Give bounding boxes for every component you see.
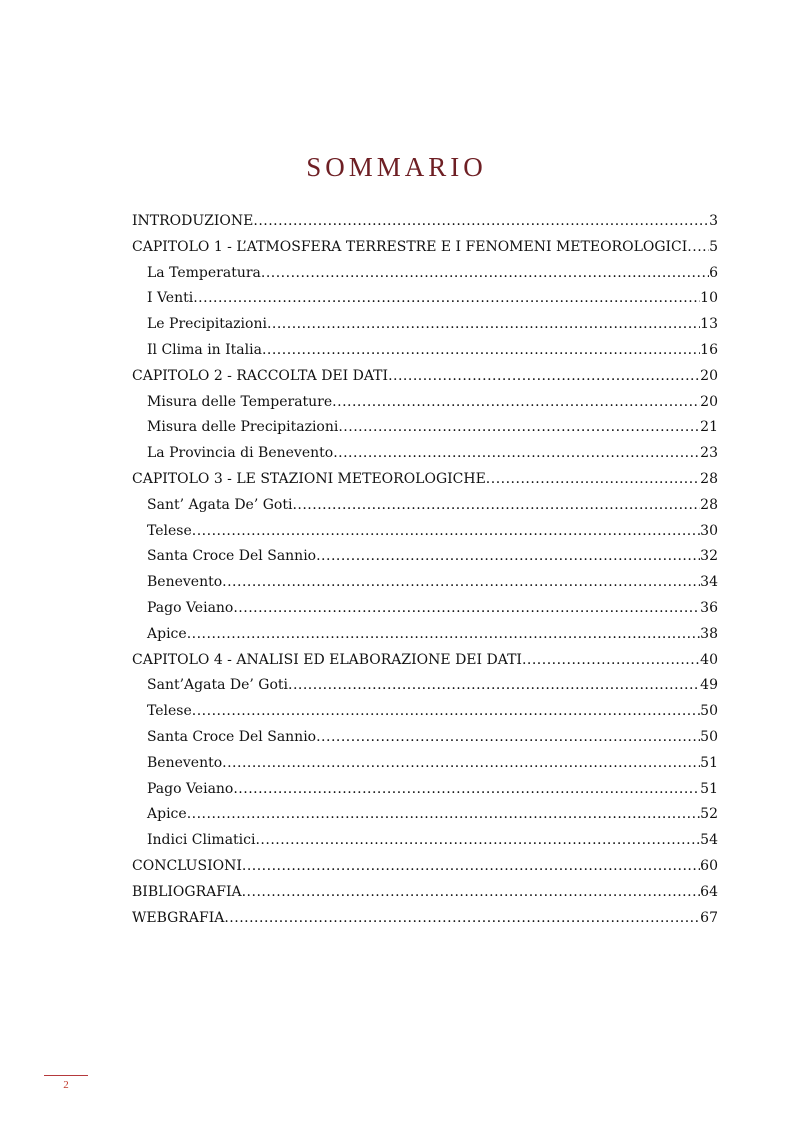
- toc-entry-page: 60: [700, 857, 718, 874]
- toc-entry-label: Benevento: [147, 574, 223, 591]
- toc-leader-dots: [333, 441, 700, 467]
- toc-entry[interactable]: [132, 338, 718, 364]
- toc-entry-label: Santa Croce Del Sannio: [147, 728, 317, 745]
- toc-entry-label: Misura delle Precipitazioni: [147, 419, 339, 436]
- toc-entry-label: WEBGRAFIA: [132, 909, 225, 926]
- toc-leader-dots: [388, 364, 700, 390]
- toc-entry[interactable]: [132, 235, 718, 261]
- toc-entry-label: INTRODUZIONE: [132, 213, 254, 229]
- toc-entry-page: 50: [700, 728, 718, 745]
- toc-entry[interactable]: [132, 751, 718, 777]
- toc-entry-page: 51: [700, 780, 718, 797]
- toc-entry-label: Pago Veiano: [147, 599, 234, 616]
- toc-entry[interactable]: [132, 648, 718, 674]
- toc-entry[interactable]: [132, 544, 718, 570]
- toc-leader-dots: [187, 802, 700, 828]
- page-number: 2: [63, 1079, 69, 1091]
- toc-entry[interactable]: [132, 441, 718, 467]
- toc-entry-page: 49: [700, 677, 718, 694]
- toc-leader-dots: [242, 854, 700, 880]
- toc-entry[interactable]: [132, 802, 718, 828]
- toc-entry[interactable]: [132, 673, 718, 699]
- toc-entry-label: Sant’ Agata De’ Goti: [147, 496, 293, 513]
- toc-entry-label: BIBLIOGRAFIA: [132, 883, 242, 900]
- toc-leader-dots: [187, 622, 700, 648]
- toc-entry-label: I Venti: [147, 290, 194, 307]
- toc-entry-label: La Temperatura: [147, 264, 261, 281]
- toc-entry-label: Misura delle Temperature: [147, 393, 333, 410]
- toc-leader-dots: [486, 467, 700, 493]
- toc-entry-label: CAPITOLO 2 - RACCOLTA DEI DATI: [132, 367, 389, 384]
- toc-entry-label: Indici Climatici: [147, 832, 256, 849]
- toc-leader-dots: [522, 648, 700, 674]
- toc-entry-page: 40: [700, 651, 718, 668]
- toc-entry-page: 13: [700, 316, 718, 333]
- toc-entry[interactable]: [132, 415, 718, 441]
- toc-entry-page: 20: [700, 367, 718, 384]
- toc-leader-dots: [288, 673, 700, 699]
- toc-entry-label: Telese: [147, 522, 192, 539]
- footer-rule: [44, 1075, 88, 1076]
- toc-leader-dots: [316, 544, 700, 570]
- toc-entry-page: 50: [700, 703, 718, 720]
- toc-entry-label: Telese: [147, 703, 192, 720]
- toc-leader-dots: [222, 570, 700, 596]
- toc-entry-page: 10: [700, 290, 718, 307]
- toc-entry-page: 30: [700, 522, 718, 539]
- toc-entry-page: 28: [700, 470, 718, 487]
- toc-entry[interactable]: [132, 596, 718, 622]
- toc-entry[interactable]: [132, 906, 718, 932]
- toc-entry[interactable]: [132, 828, 718, 854]
- toc-entry-page: 20: [700, 393, 718, 410]
- toc-entry-page: 38: [700, 625, 718, 642]
- toc-entry-label: Benevento: [147, 754, 223, 771]
- toc-entry[interactable]: [132, 493, 718, 519]
- toc-entry-page: 23: [700, 445, 718, 462]
- toc-entry[interactable]: [132, 725, 718, 751]
- toc-leader-dots: [222, 751, 700, 777]
- toc-leader-dots: [224, 906, 700, 932]
- toc-entry-label: CAPITOLO 4 - ANALISI ED ELABORAZIONE DEI DATI: [132, 651, 522, 668]
- toc-entry[interactable]: [132, 622, 718, 648]
- toc-entry-label: Pago Veiano: [147, 780, 234, 797]
- toc-entry-label: Apice: [147, 806, 187, 823]
- toc-entry-label: Le Precipitazioni: [147, 316, 267, 333]
- toc-leader-dots: [261, 261, 709, 287]
- toc-leader-dots: [316, 725, 700, 751]
- toc-entry-page: 3: [709, 213, 718, 229]
- toc-entry-page: 64: [700, 883, 718, 900]
- toc-leader-dots: [292, 493, 700, 519]
- toc-leader-dots: [192, 699, 700, 725]
- toc-entry-page: 5: [709, 238, 718, 255]
- toc-entry-label: Sant’Agata De’ Goti: [147, 677, 288, 694]
- toc-entry[interactable]: [132, 699, 718, 725]
- table-of-contents: [132, 209, 718, 931]
- toc-entry-page: 6: [709, 264, 718, 281]
- toc-entry[interactable]: [132, 261, 718, 287]
- toc-leader-dots: [338, 415, 700, 441]
- toc-leader-dots: [332, 390, 700, 416]
- toc-leader-dots: [262, 338, 700, 364]
- toc-entry[interactable]: [132, 519, 718, 545]
- toc-entry[interactable]: [132, 209, 718, 235]
- toc-entry-page: 54: [700, 832, 718, 849]
- toc-entry-page: 34: [700, 574, 718, 591]
- toc-entry[interactable]: [132, 880, 718, 906]
- toc-entry-page: 52: [700, 806, 718, 823]
- toc-leader-dots: [193, 286, 700, 312]
- toc-entry-label: CAPITOLO 3 - LE STAZIONI METEOROLOGICHE: [132, 470, 486, 487]
- toc-entry-page: 51: [700, 754, 718, 771]
- toc-leader-dots: [192, 519, 700, 545]
- toc-entry-page: 21: [700, 419, 718, 436]
- toc-entry-page: 36: [700, 599, 718, 616]
- toc-entry[interactable]: [132, 364, 718, 390]
- toc-leader-dots: [253, 209, 709, 235]
- toc-entry-label: Apice: [147, 625, 187, 642]
- toc-entry-page: 32: [700, 548, 718, 565]
- toc-entry[interactable]: [132, 390, 718, 416]
- toc-leader-dots: [233, 777, 700, 803]
- toc-entry[interactable]: [132, 777, 718, 803]
- toc-entry-page: 67: [700, 909, 718, 926]
- toc-entry[interactable]: [132, 570, 718, 596]
- toc-leader-dots: [255, 828, 700, 854]
- toc-leader-dots: [233, 596, 700, 622]
- toc-entry-label: Santa Croce Del Sannio: [147, 548, 317, 565]
- toc-entry[interactable]: [132, 312, 718, 338]
- toc-entry[interactable]: [132, 286, 718, 312]
- toc-entry-label: CONCLUSIONI: [132, 857, 242, 874]
- page-title: SOMMARIO: [306, 152, 487, 182]
- toc-entry-label: La Provincia di Benevento: [147, 445, 334, 462]
- toc-leader-dots: [267, 312, 700, 338]
- toc-leader-dots: [687, 235, 709, 261]
- toc-entry-label: Il Clima in Italia: [147, 341, 262, 358]
- toc-entry[interactable]: [132, 854, 718, 880]
- toc-entry-page: 16: [700, 341, 718, 358]
- toc-entry[interactable]: [132, 467, 718, 493]
- toc-leader-dots: [242, 880, 701, 906]
- toc-entry-page: 28: [700, 496, 718, 513]
- toc-entry-label: CAPITOLO 1 - L’ATMOSFERA TERRESTRE E I FENOMENI METEOROLOGICI: [132, 238, 688, 255]
